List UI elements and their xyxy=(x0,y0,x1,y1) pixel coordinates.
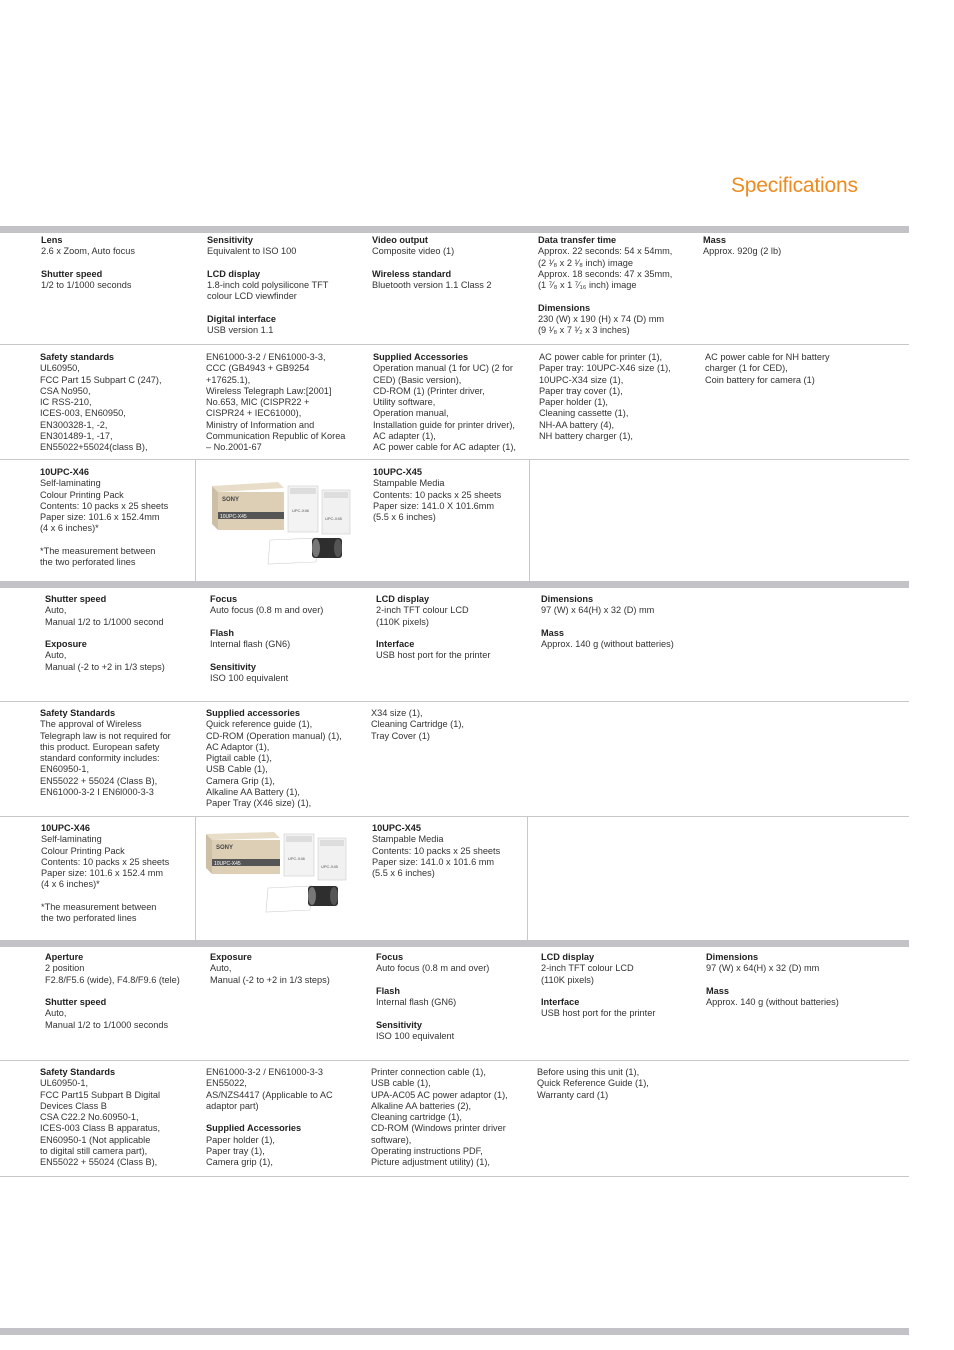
spec-label: Video output xyxy=(372,235,428,245)
spec-value: UL60950-1, FCC Part15 Subpart B Digital Devices Class B CSA C22.2 No.60950-1, ICES-003 Class B apparatus, EN60950-1 (Not applicable to digital still camera part), EN55022 + 55024 (Class B), xyxy=(40,1078,161,1168)
pack-label-text: UPC-X46 xyxy=(288,856,305,861)
spec-label: Flash xyxy=(210,627,234,638)
spec-label: Dimensions xyxy=(538,302,591,313)
spec-value: Approx. 920g (2 lb) xyxy=(703,246,782,257)
pack-label-text: UPC-X45 xyxy=(325,516,342,521)
spec-value: Bluetooth version 1.1 Class 2 xyxy=(372,280,492,291)
spec-value: Approx. 140 g (without batteries) xyxy=(706,997,839,1008)
spec-label: Digital interface xyxy=(207,314,276,325)
divider xyxy=(0,816,909,817)
spec-label: Data transfer time xyxy=(538,235,617,245)
spec-value: EN61000-3-2 / EN61000-3-3, CCC (GB4943 + GB9254 +17625.1), Wireless Telegraph Law:[2001] No.653, MIC (CISPR22 + CISPR24 + IEC61000), Ministry of Information and Communication Republic of Korea – No.2001-67 xyxy=(206,352,346,453)
box-brand-text: SONY xyxy=(222,497,240,503)
spec-label: Interface xyxy=(376,639,415,650)
spec-label: Supplied Accessories xyxy=(206,1123,302,1134)
spec-value: Printer connection cable (1), USB cable (1), UPA-AC05 AC power adaptor (1), Alkaline AA batteries (2), Cleaning cartridge (1), CD-ROM (Windows printer driver software), Operating instructions PDF, Picture adjustment utility) (1), xyxy=(371,1067,508,1168)
spec-label: Safety Standards xyxy=(40,1067,116,1077)
spec-value: 2-inch TFT colour LCD (110K pixels) xyxy=(541,963,634,985)
spec-value: Auto, Manual 1/2 to 1/1000 second xyxy=(45,605,164,627)
spec-value: 1/2 to 1/1000 seconds xyxy=(41,280,132,291)
spec-value: USB version 1.1 xyxy=(207,325,274,336)
spec-label: Dimensions xyxy=(541,594,594,604)
spec-label: Flash xyxy=(376,985,400,996)
spec-value: AC power cable for printer (1), Paper tray: 10UPC-X46 size (1), 10UPC-X34 size (1), Paper tray cover (1), Paper holder (1), Cleaning cassette (1), NH-AA battery (4), NH battery charger (1), xyxy=(539,352,671,442)
section-bar xyxy=(0,226,909,233)
spec-value: Auto, Manual (-2 to +2 in 1/3 steps) xyxy=(210,963,330,985)
spec-label: LCD display xyxy=(376,594,430,604)
box-label-text: 10UPC-X45 xyxy=(220,514,247,520)
spec-label: Supplied accessories xyxy=(206,708,300,718)
spec-label: Exposure xyxy=(45,639,87,650)
spec-label: Mass xyxy=(541,627,564,638)
spec-value: 2-inch TFT colour LCD (110K pixels) xyxy=(376,605,469,627)
spec-value: 1.8-inch cold polysilicone TFT colour LCD viewfinder xyxy=(207,280,329,302)
spec-value: 230 (W) x 190 (H) x 74 (D) mm (9 ¹⁄₈ x 7 ¹⁄₂ x 3 inches) xyxy=(538,314,665,336)
spec-label: Shutter speed xyxy=(45,594,107,604)
spec-value: The approval of Wireless Telegraph law is not required for this product. European safety standard conformity includes: EN60950-1, EN55022 + 55024 (Class B), EN61000-3-2 I EN6l000-3-3 xyxy=(40,719,171,798)
spec-label: Lens xyxy=(41,235,63,245)
spec-value: Composite video (1) xyxy=(372,246,455,257)
spec-label: Sensitivity xyxy=(210,661,256,672)
media-product-photo xyxy=(208,478,356,570)
spec-value: ISO 100 equivalent xyxy=(376,1031,455,1042)
spec-value: 2.6 x Zoom, Auto focus xyxy=(41,246,135,257)
spec-label: Mass xyxy=(706,985,729,996)
spec-value: Auto focus (0.8 m and over) xyxy=(376,963,490,974)
footer-bar xyxy=(0,1328,909,1335)
divider xyxy=(0,1060,909,1061)
divider xyxy=(0,344,909,345)
spec-value: Auto, Manual 1/2 to 1/1000 seconds xyxy=(45,1008,169,1030)
box-brand-text: SONY xyxy=(216,845,234,851)
spec-value: Internal flash (GN6) xyxy=(376,997,457,1008)
spec-label: Dimensions xyxy=(706,952,759,962)
spec-value: Self-laminating Colour Printing Pack Contents: 10 packs x 25 sheets Paper size: 101.6 x 152.4mm (4 x 6 inches)* *The measurement between the two perforated lines xyxy=(40,478,169,568)
spec-value: EN61000-3-2 / EN61000-3-3 EN55022, AS/NZS4417 (Applicable to AC adaptor part) xyxy=(206,1067,333,1111)
spec-label: 10UPC-X46 xyxy=(40,467,90,477)
spec-value: Auto, Manual (-2 to +2 in 1/3 steps) xyxy=(45,650,165,672)
spec-label: Mass xyxy=(703,235,726,245)
divider xyxy=(0,459,909,460)
spec-value: Stampable Media Contents: 10 packs x 25 sheets Paper size: 141.0 X 101.6mm (5.5 x 6 inches) xyxy=(373,478,502,523)
spec-value: USB host port for the printer xyxy=(541,1008,656,1019)
divider xyxy=(0,1176,909,1177)
spec-value: 97 (W) x 64(H) x 32 (D) mm xyxy=(706,963,820,974)
spec-value: AC power cable for NH battery charger (1 for CED), Coin battery for camera (1) xyxy=(705,352,830,385)
spec-label: 10UPC-X45 xyxy=(372,823,422,833)
spec-value: 2 position F2.8/F5.6 (wide), F4.8/F9.6 (tele) xyxy=(45,963,180,985)
spec-value: USB host port for the printer xyxy=(376,650,491,661)
spec-value: Before using this unit (1), Quick Reference Guide (1), Warranty card (1) xyxy=(537,1067,649,1100)
spec-value: X34 size (1), Cleaning Cartridge (1), Tray Cover (1) xyxy=(371,708,464,741)
spec-label: Shutter speed xyxy=(45,997,107,1008)
spec-value: Equivalent to ISO 100 xyxy=(207,246,297,257)
spec-label: Sensitivity xyxy=(376,1019,422,1030)
spec-label: Focus xyxy=(210,594,238,604)
spec-label: 10UPC-X45 xyxy=(373,467,423,477)
spec-label: Exposure xyxy=(210,952,252,962)
spec-label: Shutter speed xyxy=(41,268,103,279)
pack-label-text: UPC-X45 xyxy=(321,864,338,869)
spec-label: Safety standards xyxy=(40,352,115,362)
spec-value: Internal flash (GN6) xyxy=(210,639,291,650)
spec-value: Approx. 22 seconds: 54 x 54mm, (2 ¹⁄₈ x 2 ¹⁄₈ inch) image Approx. 18 seconds: 47 x 35mm, (1 ⁷⁄₈ x 1 ⁷⁄₁₆ inch) image xyxy=(538,246,673,291)
spec-label: Sensitivity xyxy=(207,235,253,245)
spec-value: Auto focus (0.8 m and over) xyxy=(210,605,324,616)
box-label-text: 10UPC-X45 xyxy=(214,861,241,867)
spec-label: 10UPC-X46 xyxy=(41,823,91,833)
spec-label: Focus xyxy=(376,952,404,962)
spec-value: Approx. 140 g (without batteries) xyxy=(541,639,674,650)
spec-value: Operation manual (1 for UC) (2 for CED) (Basic version), CD-ROM (1) (Printer driver, Utility software, Operation manual, Installation guide for printer driver), AC adapter (1), AC power cable for AC adapter (1), xyxy=(373,363,516,453)
spec-label: Wireless standard xyxy=(372,268,452,279)
spec-value: Quick reference guide (1), CD-ROM (Operation manual) (1), AC Adaptor (1), Pigtail cable (1), USB Cable (1), Camera Grip (1), Alkaline AA Battery (1), Paper Tray (X46 size) (1), xyxy=(206,719,342,809)
section-bar xyxy=(0,940,909,947)
spec-value: Paper holder (1), Paper tray (1), Camera grip (1), xyxy=(206,1134,275,1168)
spec-label: LCD display xyxy=(207,268,261,279)
spec-label: LCD display xyxy=(541,952,595,962)
spec-value: ISO 100 equivalent xyxy=(210,673,289,684)
spec-label: Interface xyxy=(541,997,580,1008)
spec-label: Supplied Accessories xyxy=(373,352,469,362)
spec-label: Aperture xyxy=(45,952,84,962)
spec-value: Self-laminating Colour Printing Pack Contents: 10 packs x 25 sheets Paper size: 101.6 x 152.4 mm (4 x 6 inches)* *The measurement between the two perforated lines xyxy=(41,834,170,924)
spec-value: UL60950, FCC Part 15 Subpart C (247), CSA No950, IC RSS-210, ICES-003, EN60950, EN300328-1, -2, EN301489-1, -17, EN55022+55024(class B), xyxy=(40,363,162,453)
divider xyxy=(0,701,909,702)
page-title: Specifications xyxy=(731,174,858,197)
spec-value: Stampable Media Contents: 10 packs x 25 sheets Paper size: 141.0 x 101.6 mm (5.5 x 6 inches) xyxy=(372,834,501,879)
section-bar xyxy=(0,581,909,588)
media-product-photo xyxy=(204,830,354,914)
pack-label-text: UPC-X46 xyxy=(292,508,309,513)
spec-label: Safety Standards xyxy=(40,708,116,718)
spec-value: 97 (W) x 64(H) x 32 (D) mm xyxy=(541,605,655,616)
